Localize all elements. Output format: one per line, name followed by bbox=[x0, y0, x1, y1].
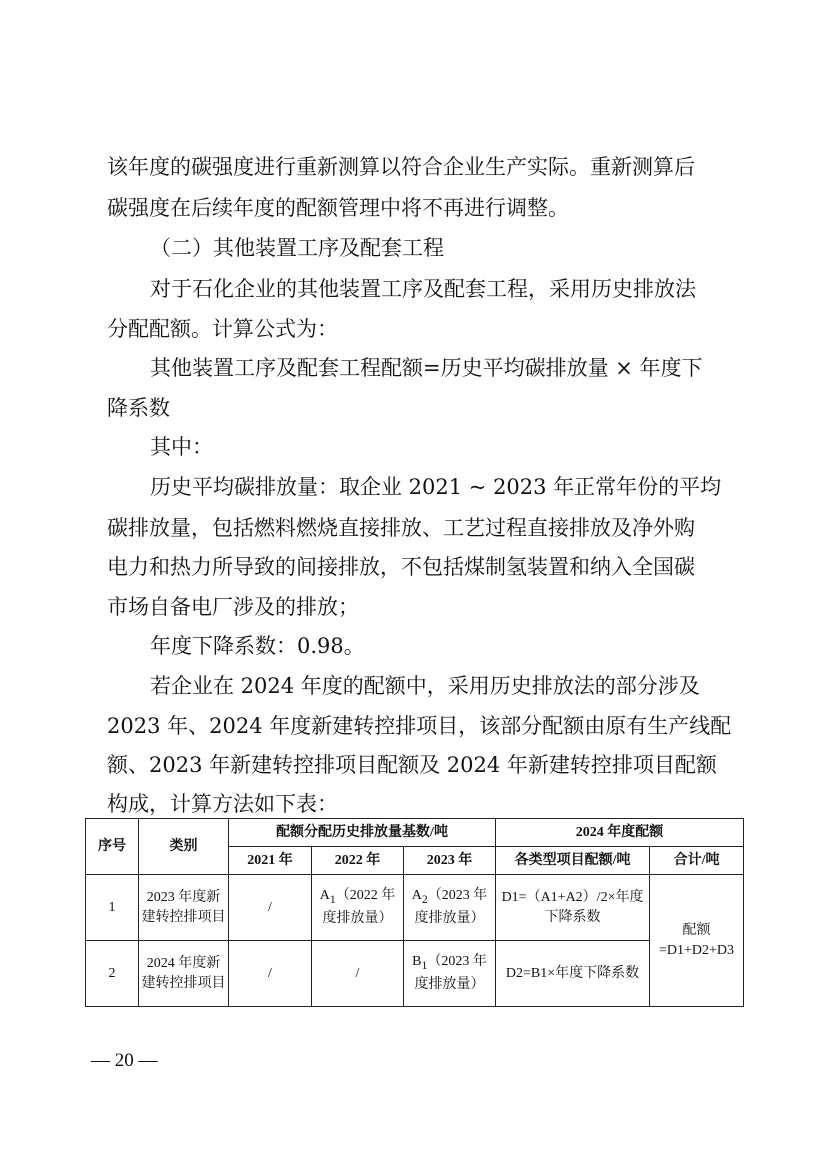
header-2022: 2022 年 bbox=[312, 847, 404, 875]
paragraph-line: 碳排放量，包括燃料燃烧直接排放、工艺过程直接排放及净外购 bbox=[107, 516, 695, 540]
cell-2022: $A_1(2022$ 年度排放量） bbox=[312, 875, 404, 941]
cell-2023: $A_2(2023$ 年度排放量） bbox=[404, 875, 496, 941]
header-category: 类别 bbox=[139, 819, 229, 875]
header-seq: 序号 bbox=[86, 819, 139, 875]
header-history-group: 配额分配历史排放量基数/吨 bbox=[229, 819, 496, 847]
formula-line: 其他装置工序及配套工程配额=历史平均碳排放量 × 年度下 bbox=[150, 356, 703, 380]
cell-2021: / bbox=[229, 941, 312, 1007]
cell-category: 2024 年度新建转控排项目 bbox=[139, 941, 229, 1007]
header-2021: 2021 年 bbox=[229, 847, 312, 875]
cell-seq: 2 bbox=[86, 941, 139, 1007]
formula-line: 降系数 bbox=[107, 396, 170, 420]
paragraph-line: 碳强度在后续年度的配额管理中将不再进行调整。 bbox=[107, 196, 569, 220]
header-total: 合计/吨 bbox=[650, 847, 744, 875]
table-row bbox=[86, 875, 744, 941]
header-2023: 2023 年 bbox=[404, 847, 496, 875]
cell-2022: / bbox=[312, 941, 404, 1007]
header-2024-group: 2024 年度配额 bbox=[496, 819, 744, 847]
paragraph-line: 2023 年、2024 年度新建转控排项目，该部分配额由原有生产线配 bbox=[107, 714, 732, 738]
paragraph-line: 其中： bbox=[150, 435, 213, 459]
cell-total: 配额 =D1+D2+D3 bbox=[650, 875, 744, 1007]
page-number: — 20 — bbox=[91, 1050, 158, 1071]
table-row bbox=[86, 941, 744, 1007]
paragraph-line: 构成，计算方法如下表： bbox=[107, 792, 338, 816]
paragraph-line: 年度下降系数：0.98。 bbox=[150, 634, 365, 658]
cell-seq: 1 bbox=[86, 875, 139, 941]
cell-2023: $B_1(2023$ 年度排放量） bbox=[404, 941, 496, 1007]
paragraph-line: 对于石化企业的其他装置工序及配套工程，采用历史排放法 bbox=[150, 277, 696, 301]
allocation-table bbox=[85, 818, 744, 1007]
cell-category: 2023 年度新建转控排项目 bbox=[139, 875, 229, 941]
paragraph-line: 电力和热力所导致的间接排放，不包括煤制氢装置和纳入全国碳 bbox=[107, 555, 695, 579]
paragraph-line: 额、2023 年新建转控排项目配额及 2024 年新建转控排项目配额 bbox=[107, 753, 717, 777]
cell-2021: / bbox=[229, 875, 312, 941]
paragraph-line: 历史平均碳排放量：取企业 2021 ~ 2023 年正常年份的平均 bbox=[150, 475, 722, 499]
section-heading: （二）其他装置工序及配套工程 bbox=[150, 236, 444, 260]
paragraph-line: 若企业在 2024 年度的配额中，采用历史排放法的部分涉及 bbox=[150, 674, 700, 698]
paragraph-line: 市场自备电厂涉及的排放； bbox=[107, 595, 359, 619]
paragraph-line: 该年度的碳强度进行重新测算以符合企业生产实际。重新测算后 bbox=[107, 155, 695, 179]
header-per-item: 各类型项目配额/吨 bbox=[496, 847, 650, 875]
paragraph-line: 分配配额。计算公式为： bbox=[107, 317, 338, 341]
cell-formula: D2=B1×年度下降系数 bbox=[496, 941, 650, 1007]
cell-formula: D1=（A1+A2）/2×年度下降系数 bbox=[496, 875, 650, 941]
